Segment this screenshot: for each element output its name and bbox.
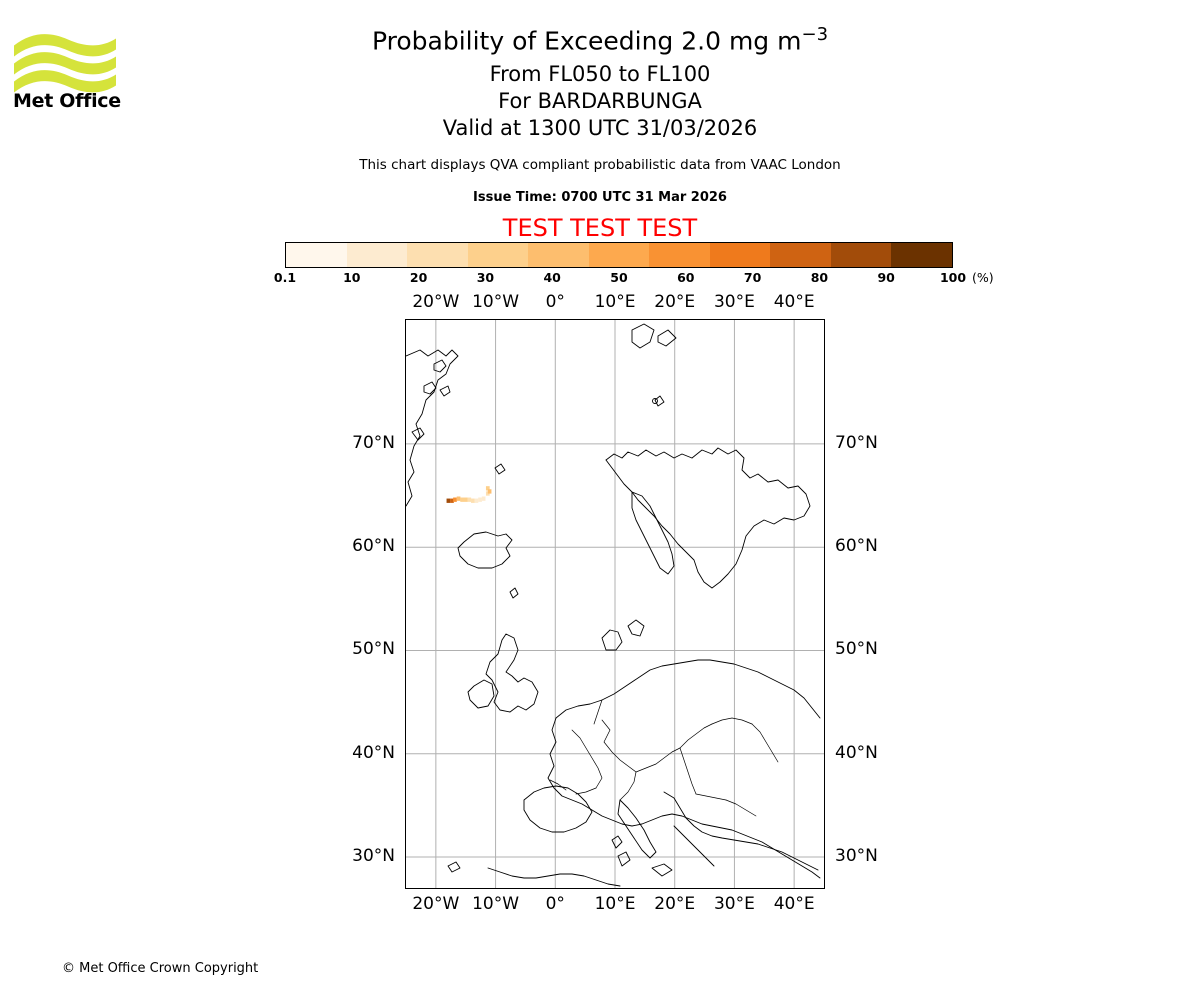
lon-label-top-4: 20°E: [654, 292, 696, 312]
colorbar-swatch-2: [407, 243, 468, 267]
colorbar-tick-labels: [273, 270, 967, 286]
colorbar-swatch-0: [286, 243, 347, 267]
flight-level-label: From FL050 to FL100: [489, 62, 711, 86]
plume-cell: [460, 498, 464, 502]
plume-cell: [475, 499, 479, 503]
colorbar-unit-label: (%): [972, 270, 994, 285]
plume-cell: [488, 489, 492, 493]
plume-cell: [453, 498, 457, 502]
colorbar-tick-6: 60: [677, 270, 695, 285]
colorbar-tick-2: 20: [409, 270, 428, 285]
colorbar-swatch-1: [347, 243, 408, 267]
page-title: [0, 24, 1200, 55]
lat-label-right-3: 60°N: [835, 536, 878, 557]
lat-label-left-0: 30°N: [352, 846, 395, 867]
lat-label-right-4: 70°N: [835, 432, 878, 453]
map-plot-area[interactable]: [405, 319, 825, 889]
lon-label-bottom-5: 30°E: [713, 894, 755, 914]
plume-cell: [478, 498, 482, 502]
colorbar-tick-3: 30: [476, 270, 495, 285]
lon-label-bottom-2: 0°: [545, 894, 565, 914]
colorbar-swatch-4: [528, 243, 589, 267]
lon-label-bottom-3: 10°E: [594, 894, 636, 914]
colorbar-tick-7: 70: [743, 270, 762, 285]
plume-cell: [447, 499, 451, 503]
colorbar-swatch-9: [831, 243, 892, 267]
colorbar-swatch-3: [468, 243, 529, 267]
volcano-label: For BARDARBUNGA: [498, 89, 702, 113]
lat-label-right-2: 50°N: [835, 639, 878, 660]
colorbar-tick-4: 40: [543, 270, 561, 285]
plume-cell: [457, 496, 461, 500]
lon-label-bottom-6: 40°E: [773, 894, 815, 914]
plume-cell: [471, 499, 475, 503]
page-title-text: Probability of Exceeding 2.0 mg m: [371, 26, 802, 56]
colorbar-tick-9: 90: [877, 270, 895, 285]
lat-label-right-1: 40°N: [835, 742, 878, 763]
lon-label-bottom-0: 20°W: [412, 894, 460, 914]
colorbar-tick-1: 10: [343, 270, 361, 285]
test-watermark: TEST TEST TEST: [502, 214, 698, 242]
lat-label-right-0: 30°N: [835, 846, 878, 867]
colorbar: [285, 242, 953, 268]
lat-label-left-4: 70°N: [352, 432, 395, 453]
plume-cell: [482, 496, 486, 500]
lon-label-top-6: 40°E: [773, 292, 815, 312]
colorbar-tick-5: 50: [610, 270, 628, 285]
plume-cell: [464, 498, 468, 502]
issue-time-label: Issue Time: 0700 UTC 31 Mar 2026: [473, 190, 727, 205]
lon-label-top-2: 0°: [545, 292, 565, 312]
lon-label-top-0: 20°W: [412, 292, 460, 312]
colorbar-tick-10: 100: [939, 270, 967, 285]
colorbar-swatch-7: [710, 243, 771, 267]
lat-label-left-3: 60°N: [352, 536, 395, 557]
page-title-exponent: −3: [801, 24, 829, 45]
copyright-text: © Met Office Crown Copyright: [62, 961, 259, 976]
valid-time-label: Valid at 1300 UTC 31/03/2026: [442, 116, 758, 140]
colorbar-tick-8: 80: [810, 270, 829, 285]
lon-label-bottom-1: 10°W: [472, 894, 520, 914]
colorbar-tick-0: 0.1: [273, 270, 297, 285]
lon-label-top-1: 10°W: [472, 292, 520, 312]
qva-note: This chart displays QVA compliant probabilistic data from VAAC London: [359, 157, 841, 173]
lat-label-left-2: 50°N: [352, 639, 395, 660]
colorbar-swatch-10: [891, 243, 952, 267]
plume-cell: [467, 498, 471, 502]
colorbar-swatch-5: [589, 243, 650, 267]
lon-label-top-3: 10°E: [594, 292, 636, 312]
met-office-logo-text: Met Office: [13, 90, 121, 112]
lat-label-left-1: 40°N: [352, 742, 395, 763]
colorbar-swatch-8: [770, 243, 831, 267]
lon-label-bottom-4: 20°E: [654, 894, 696, 914]
lon-label-top-5: 30°E: [713, 292, 755, 312]
colorbar-swatch-6: [649, 243, 710, 267]
